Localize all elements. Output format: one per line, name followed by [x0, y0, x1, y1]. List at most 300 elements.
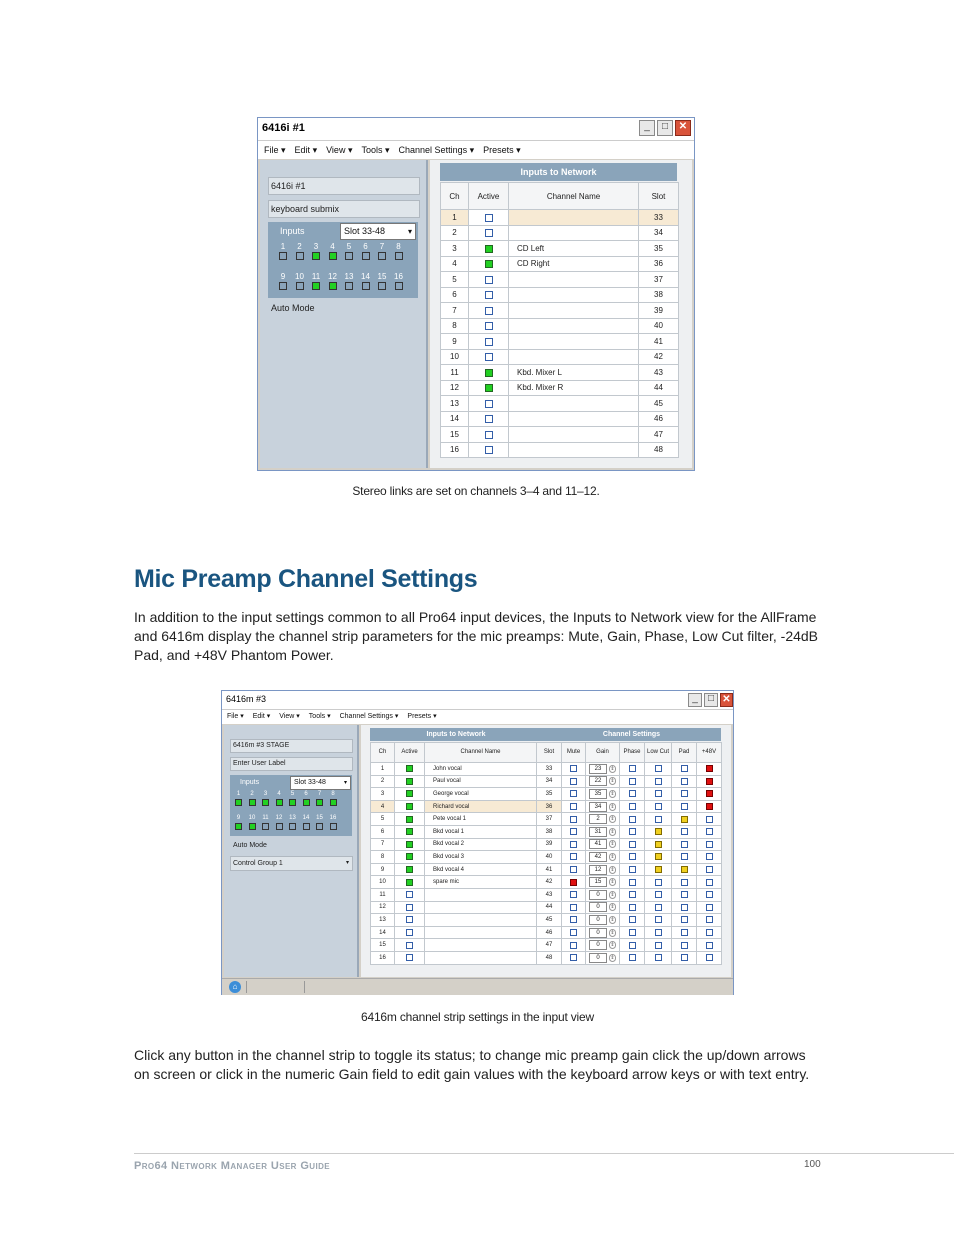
pad-toggle[interactable]	[681, 929, 688, 936]
menu-item-file[interactable]	[227, 710, 244, 724]
channel-name[interactable]	[425, 901, 537, 914]
channel-led[interactable]	[279, 282, 287, 290]
gain-cell	[586, 851, 620, 864]
table-row[interactable]	[371, 951, 722, 964]
channel-name[interactable]	[509, 225, 639, 241]
gain-input[interactable]: 35	[589, 789, 607, 799]
active-toggle[interactable]	[406, 866, 413, 873]
low-cut-toggle[interactable]	[655, 803, 662, 810]
menu-item-tools[interactable]	[309, 710, 331, 724]
mute-toggle[interactable]	[570, 942, 577, 949]
table-row[interactable]	[441, 272, 679, 288]
phantom-power-toggle[interactable]	[706, 916, 713, 923]
table-row[interactable]	[441, 225, 679, 241]
close-button[interactable]: ✕	[720, 693, 733, 707]
control-group-select[interactable]	[230, 856, 353, 871]
active-toggle[interactable]	[406, 778, 413, 785]
table-row[interactable]	[371, 788, 722, 801]
channel-led[interactable]	[395, 282, 403, 290]
active-toggle[interactable]	[406, 803, 413, 810]
mute-toggle[interactable]	[570, 841, 577, 848]
gain-spinner-icon[interactable]: ⇕	[610, 853, 615, 860]
mute-cell	[562, 939, 586, 952]
active-toggle[interactable]	[406, 942, 413, 949]
menu-item-file[interactable]	[264, 141, 286, 159]
menu-item-label: Channel Settings	[398, 145, 468, 155]
mute-toggle[interactable]	[570, 816, 577, 823]
channel-name[interactable]	[509, 272, 639, 288]
active-toggle[interactable]	[406, 816, 413, 823]
channel-name[interactable]: Kbd. Mixer L	[509, 365, 639, 381]
table-row[interactable]	[441, 427, 679, 443]
mute-toggle[interactable]	[570, 954, 577, 961]
menu-item-presets[interactable]	[483, 141, 521, 159]
gain-input[interactable]: 0	[589, 940, 607, 950]
mute-toggle[interactable]	[570, 778, 577, 785]
gain-spinner-icon[interactable]: ⇕	[610, 790, 615, 797]
phase-toggle[interactable]	[629, 853, 636, 860]
gain-spinner-icon[interactable]: ⇕	[610, 891, 615, 898]
active-toggle[interactable]	[485, 446, 493, 454]
table-row[interactable]	[441, 380, 679, 396]
active-toggle[interactable]	[485, 353, 493, 361]
table-row[interactable]	[441, 256, 679, 272]
active-toggle[interactable]	[485, 338, 493, 346]
active-toggle[interactable]	[406, 879, 413, 886]
channel-led[interactable]	[362, 252, 370, 260]
phantom-power-toggle[interactable]	[706, 904, 713, 911]
channel-name[interactable]	[509, 318, 639, 334]
low-cut-toggle[interactable]	[655, 816, 662, 823]
mute-toggle[interactable]	[570, 904, 577, 911]
active-toggle[interactable]	[485, 276, 493, 284]
gain-input[interactable]: 15	[589, 877, 607, 887]
channel-led[interactable]	[262, 799, 269, 806]
figure-caption-2: 6416m channel strip settings in the input view	[361, 1010, 594, 1024]
phantom-power-toggle[interactable]	[706, 853, 713, 860]
gain-input[interactable]: 12	[589, 865, 607, 875]
column-header: Active	[395, 743, 425, 763]
active-toggle[interactable]	[406, 828, 413, 835]
user-label-field[interactable]: Enter User Label	[230, 757, 353, 771]
table-row[interactable]	[441, 210, 679, 226]
low-cut-toggle[interactable]	[655, 828, 662, 835]
channel-led[interactable]	[279, 252, 287, 260]
gain-input[interactable]: 42	[589, 852, 607, 862]
gain-spinner-icon[interactable]: ⇕	[610, 929, 615, 936]
chevron-down-icon: ▾	[513, 145, 521, 155]
low-cut-cell	[645, 951, 672, 964]
phase-toggle[interactable]	[629, 904, 636, 911]
minimize-button[interactable]: _	[688, 693, 702, 707]
channel-name[interactable]: John vocal	[425, 763, 537, 776]
column-header: Slot	[639, 183, 679, 210]
channel-name[interactable]	[425, 914, 537, 927]
channel-led[interactable]	[329, 282, 337, 290]
title-bar[interactable]	[258, 118, 694, 141]
phantom-power-toggle[interactable]	[706, 803, 713, 810]
channel-name[interactable]	[509, 303, 639, 319]
low-cut-toggle[interactable]	[655, 866, 662, 873]
phase-toggle[interactable]	[629, 879, 636, 886]
mute-toggle[interactable]	[570, 765, 577, 772]
channel-led[interactable]	[330, 799, 337, 806]
channel-led[interactable]	[330, 823, 337, 830]
pad-cell	[672, 775, 697, 788]
phantom-power-toggle[interactable]	[706, 841, 713, 848]
menu-item-label: File	[227, 713, 239, 720]
channel-led[interactable]	[312, 252, 320, 260]
auto-mode-field[interactable]: Auto Mode	[271, 303, 315, 313]
gain-input[interactable]: 34	[589, 802, 607, 812]
gain-input[interactable]: 23	[589, 764, 607, 774]
low-cut-toggle[interactable]	[655, 790, 662, 797]
channel-name[interactable]: Bkd vocal 2	[425, 838, 537, 851]
mute-toggle[interactable]	[570, 916, 577, 923]
channel-name[interactable]	[425, 939, 537, 952]
active-toggle[interactable]	[406, 904, 413, 911]
minimize-button[interactable]: _	[639, 120, 655, 136]
active-toggle[interactable]	[406, 765, 413, 772]
menu-item-edit[interactable]	[295, 141, 318, 159]
low-cut-toggle[interactable]	[655, 891, 662, 898]
menu-item-label: Edit	[252, 713, 265, 720]
column-header: Ch	[441, 183, 469, 210]
channel-led[interactable]	[262, 823, 269, 830]
low-cut-toggle[interactable]	[655, 916, 662, 923]
gain-input[interactable]: 2	[589, 814, 607, 824]
channel-led[interactable]	[303, 823, 310, 830]
table-row[interactable]	[371, 851, 722, 864]
low-cut-toggle[interactable]	[655, 879, 662, 886]
table-row[interactable]	[371, 813, 722, 826]
menu-item-presets[interactable]	[407, 710, 436, 724]
gain-input[interactable]: 0	[589, 902, 607, 912]
gain-input[interactable]: 0	[589, 890, 607, 900]
channel-led[interactable]	[235, 799, 242, 806]
mute-toggle[interactable]	[570, 790, 577, 797]
table-row[interactable]	[371, 863, 722, 876]
channel-led[interactable]	[362, 282, 370, 290]
channel-led[interactable]	[289, 823, 296, 830]
pad-toggle[interactable]	[681, 778, 688, 785]
phase-toggle[interactable]	[629, 803, 636, 810]
channel-led[interactable]	[378, 282, 386, 290]
channel-led[interactable]	[296, 282, 304, 290]
active-toggle[interactable]	[485, 245, 493, 253]
pad-toggle[interactable]	[681, 765, 688, 772]
channel-number: 3	[263, 791, 268, 797]
channel-led[interactable]	[276, 799, 283, 806]
channel-led[interactable]	[316, 799, 323, 806]
mute-cell	[562, 813, 586, 826]
pad-toggle[interactable]	[681, 942, 688, 949]
table-row[interactable]	[441, 349, 679, 365]
gain-spinner-icon[interactable]: ⇕	[610, 841, 615, 848]
phase-toggle[interactable]	[629, 891, 636, 898]
network-status-icon[interactable]: ⌂	[229, 981, 241, 993]
channel-name[interactable]	[509, 427, 639, 443]
table-row[interactable]	[371, 914, 722, 927]
table-row[interactable]	[441, 442, 679, 458]
table-row[interactable]	[371, 838, 722, 851]
mute-toggle[interactable]	[570, 803, 577, 810]
active-toggle[interactable]	[485, 229, 493, 237]
gain-spinner-icon[interactable]: ⇕	[610, 942, 615, 949]
channel-number: 2	[371, 775, 395, 788]
gain-cell	[586, 763, 620, 776]
channel-name[interactable]	[509, 210, 639, 226]
maximize-button[interactable]: □	[657, 120, 673, 136]
channel-name[interactable]: Paul vocal	[425, 775, 537, 788]
gain-spinner-icon[interactable]: ⇕	[610, 879, 615, 886]
menu-item-edit[interactable]	[253, 710, 271, 724]
phantom-power-toggle[interactable]	[706, 891, 713, 898]
mute-toggle[interactable]	[570, 879, 577, 886]
phase-toggle[interactable]	[629, 866, 636, 873]
phantom-power-toggle[interactable]	[706, 790, 713, 797]
active-toggle[interactable]	[485, 260, 493, 268]
channel-number: 2	[441, 225, 469, 241]
channel-led[interactable]	[345, 252, 353, 260]
gain-input[interactable]: 41	[589, 839, 607, 849]
mute-cell	[562, 888, 586, 901]
channel-led[interactable]	[249, 823, 256, 830]
table-row[interactable]	[441, 334, 679, 350]
maximize-button[interactable]: □	[704, 693, 718, 707]
channel-number: 8	[396, 242, 401, 251]
channel-name[interactable]	[509, 334, 639, 350]
phantom-power-toggle[interactable]	[706, 828, 713, 835]
phase-toggle[interactable]	[629, 778, 636, 785]
phase-toggle[interactable]	[629, 954, 636, 961]
active-toggle[interactable]	[485, 384, 493, 392]
gain-cell	[586, 926, 620, 939]
channel-led[interactable]	[316, 823, 323, 830]
menu-item-view[interactable]	[326, 141, 352, 159]
active-toggle[interactable]	[485, 431, 493, 439]
channel-name[interactable]: CD Left	[509, 241, 639, 257]
active-toggle[interactable]	[406, 929, 413, 936]
channel-name[interactable]: Kbd. Mixer R	[509, 380, 639, 396]
menu-item-channel-settings[interactable]	[399, 141, 475, 159]
phase-toggle[interactable]	[629, 929, 636, 936]
pad-cell	[672, 901, 697, 914]
active-toggle[interactable]	[406, 916, 413, 923]
pad-toggle[interactable]	[681, 790, 688, 797]
mute-toggle[interactable]	[570, 891, 577, 898]
pad-toggle[interactable]	[681, 904, 688, 911]
phase-toggle[interactable]	[629, 790, 636, 797]
table-row[interactable]	[371, 888, 722, 901]
channel-name[interactable]	[509, 411, 639, 427]
low-cut-toggle[interactable]	[655, 853, 662, 860]
channel-name[interactable]: Bkd vocal 4	[425, 863, 537, 876]
gain-spinner-icon[interactable]: ⇕	[610, 954, 615, 961]
channel-led[interactable]	[296, 252, 304, 260]
gain-input[interactable]: 31	[589, 827, 607, 837]
pad-toggle[interactable]	[681, 866, 688, 873]
phase-toggle[interactable]	[629, 841, 636, 848]
channel-name[interactable]: Bkd vocal 3	[425, 851, 537, 864]
menu-item-tools[interactable]	[361, 141, 389, 159]
table-row[interactable]	[441, 411, 679, 427]
channel-name[interactable]	[425, 926, 537, 939]
low-cut-toggle[interactable]	[655, 942, 662, 949]
channel-name[interactable]	[509, 442, 639, 458]
channel-name[interactable]: Richard vocal	[425, 800, 537, 813]
channel-name[interactable]: Pete vocal 1	[425, 813, 537, 826]
table-row[interactable]	[371, 763, 722, 776]
active-toggle[interactable]	[406, 891, 413, 898]
channel-number: 16	[394, 272, 403, 281]
table-row[interactable]	[371, 901, 722, 914]
phantom-power-toggle[interactable]	[706, 866, 713, 873]
table-row[interactable]	[441, 287, 679, 303]
active-toggle[interactable]	[485, 322, 493, 330]
table-row[interactable]	[371, 775, 722, 788]
channel-led[interactable]	[329, 252, 337, 260]
pad-toggle[interactable]	[681, 853, 688, 860]
channel-name[interactable]: CD Right	[509, 256, 639, 272]
mute-toggle[interactable]	[570, 828, 577, 835]
mute-toggle[interactable]	[570, 929, 577, 936]
pad-toggle[interactable]	[681, 803, 688, 810]
pad-toggle[interactable]	[681, 954, 688, 961]
channel-name[interactable]: Bkd vocal 1	[425, 825, 537, 838]
active-cell	[469, 334, 509, 350]
mute-cell	[562, 951, 586, 964]
phase-toggle[interactable]	[629, 828, 636, 835]
device-name-field[interactable]: 6416i #1	[268, 177, 420, 195]
active-toggle[interactable]	[485, 415, 493, 423]
column-header: Slot	[537, 743, 562, 763]
channel-name[interactable]: spare mic	[425, 876, 537, 889]
active-toggle[interactable]	[485, 214, 493, 222]
user-label-field[interactable]: keyboard submix	[268, 200, 420, 218]
phantom-power-toggle[interactable]	[706, 816, 713, 823]
device-name-field[interactable]: 6416m #3 STAGE	[230, 739, 353, 753]
gain-spinner-icon[interactable]: ⇕	[610, 778, 615, 785]
chevron-down-icon: ▾	[278, 145, 286, 155]
channel-led[interactable]	[289, 799, 296, 806]
channel-led[interactable]	[312, 282, 320, 290]
table-row[interactable]	[371, 926, 722, 939]
mute-cell	[562, 825, 586, 838]
gain-spinner-icon[interactable]: ⇕	[610, 916, 615, 923]
phantom-power-toggle[interactable]	[706, 879, 713, 886]
channel-led[interactable]	[276, 823, 283, 830]
channel-name[interactable]	[509, 287, 639, 303]
phantom-power-toggle[interactable]	[706, 778, 713, 785]
channel-name[interactable]	[425, 951, 537, 964]
menu-item-channel-settings[interactable]	[340, 710, 399, 724]
phantom-power-toggle[interactable]	[706, 942, 713, 949]
active-toggle[interactable]	[406, 841, 413, 848]
active-toggle[interactable]	[485, 369, 493, 377]
channel-led[interactable]	[235, 823, 242, 830]
phase-toggle[interactable]	[629, 916, 636, 923]
table-row[interactable]	[371, 800, 722, 813]
table-row[interactable]	[371, 939, 722, 952]
gain-input[interactable]: 0	[589, 915, 607, 925]
active-toggle[interactable]	[406, 790, 413, 797]
gain-spinner-icon[interactable]: ⇕	[610, 765, 615, 772]
gain-spinner-icon[interactable]: ⇕	[610, 816, 615, 823]
table-row[interactable]	[441, 303, 679, 319]
low-cut-toggle[interactable]	[655, 765, 662, 772]
channel-name[interactable]	[509, 396, 639, 412]
phantom-power-toggle[interactable]	[706, 954, 713, 961]
channel-name[interactable]: George vocal	[425, 788, 537, 801]
low-cut-toggle[interactable]	[655, 904, 662, 911]
auto-mode-field[interactable]: Auto Mode	[233, 842, 267, 849]
pad-toggle[interactable]	[681, 841, 688, 848]
active-toggle[interactable]	[406, 853, 413, 860]
active-toggle[interactable]	[485, 307, 493, 315]
mute-toggle[interactable]	[570, 853, 577, 860]
pad-toggle[interactable]	[681, 828, 688, 835]
title-bar[interactable]	[222, 691, 733, 710]
mute-toggle[interactable]	[570, 866, 577, 873]
channel-led[interactable]	[345, 282, 353, 290]
pad-toggle[interactable]	[681, 891, 688, 898]
active-toggle[interactable]	[485, 400, 493, 408]
table-row[interactable]	[441, 318, 679, 334]
table-row[interactable]	[441, 365, 679, 381]
pad-toggle[interactable]	[681, 916, 688, 923]
channel-led[interactable]	[249, 799, 256, 806]
menu-item-view[interactable]	[279, 710, 300, 724]
pad-toggle[interactable]	[681, 879, 688, 886]
close-button[interactable]: ✕	[675, 120, 691, 136]
phantom-power-toggle[interactable]	[706, 765, 713, 772]
pad-toggle[interactable]	[681, 816, 688, 823]
gain-spinner-icon[interactable]: ⇕	[610, 904, 615, 911]
gain-input[interactable]: 0	[589, 928, 607, 938]
table-row[interactable]	[371, 825, 722, 838]
slot-select[interactable]	[340, 223, 416, 240]
table-row[interactable]	[441, 396, 679, 412]
low-cut-toggle[interactable]	[655, 778, 662, 785]
table-row[interactable]	[441, 241, 679, 257]
low-cut-toggle[interactable]	[655, 929, 662, 936]
gain-input[interactable]: 22	[589, 776, 607, 786]
low-cut-toggle[interactable]	[655, 841, 662, 848]
channel-number: 8	[371, 851, 395, 864]
gain-spinner-icon[interactable]: ⇕	[610, 803, 615, 810]
channel-led[interactable]	[303, 799, 310, 806]
gain-spinner-icon[interactable]: ⇕	[610, 866, 615, 873]
active-toggle[interactable]	[406, 954, 413, 961]
gain-input[interactable]: 0	[589, 953, 607, 963]
active-toggle[interactable]	[485, 291, 493, 299]
gain-spinner-icon[interactable]: ⇕	[610, 828, 615, 835]
channel-led[interactable]	[378, 252, 386, 260]
channel-name[interactable]	[509, 349, 639, 365]
slot-number: 48	[639, 442, 679, 458]
phase-toggle[interactable]	[629, 816, 636, 823]
channel-name[interactable]	[425, 888, 537, 901]
table-row[interactable]	[371, 876, 722, 889]
phase-toggle[interactable]	[629, 942, 636, 949]
phantom-power-toggle[interactable]	[706, 929, 713, 936]
slot-select[interactable]	[290, 776, 351, 790]
slot-number: 43	[639, 365, 679, 381]
phase-toggle[interactable]	[629, 765, 636, 772]
low-cut-toggle[interactable]	[655, 954, 662, 961]
channel-led[interactable]	[395, 252, 403, 260]
